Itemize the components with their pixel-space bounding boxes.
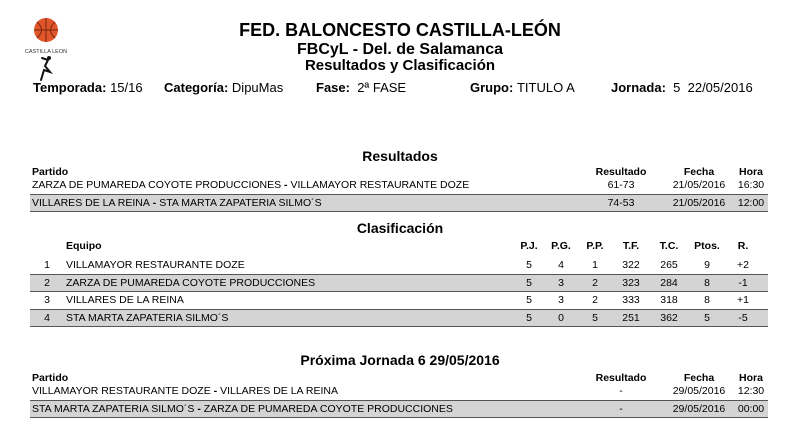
pg: 0	[558, 312, 564, 324]
r: -1	[738, 277, 748, 289]
grupo-label: Grupo:	[470, 80, 514, 95]
col-pp: P.P.	[586, 240, 604, 252]
position: 2	[44, 277, 50, 289]
col-resultado: Resultado	[595, 372, 647, 384]
score: -	[619, 385, 623, 397]
date: 29/05/2016	[672, 385, 726, 397]
separator: -	[149, 197, 160, 209]
jornada-value: 5	[673, 80, 681, 95]
date: 21/05/2016	[672, 197, 726, 209]
table-row	[30, 274, 768, 292]
col-pg: P.G.	[551, 240, 571, 252]
pg: 4	[558, 259, 564, 271]
pg: 3	[558, 294, 564, 306]
away-team: VILLARES DE LA REINA	[220, 385, 338, 397]
col-fecha: Fecha	[683, 372, 715, 384]
col-hora: Hora	[739, 166, 763, 178]
clasificacion-header	[30, 238, 768, 254]
col-partido: Partido	[32, 372, 69, 384]
col-tf: T.F.	[622, 240, 640, 252]
tc: 265	[660, 259, 678, 271]
table-row	[30, 309, 768, 327]
logo-text: CASTILLA LEON	[24, 49, 68, 55]
ptos: 5	[704, 312, 710, 324]
col-fecha: Fecha	[683, 166, 715, 178]
categoria-label: Categoría:	[164, 80, 229, 95]
time: 12:30	[737, 385, 765, 397]
pp: 1	[592, 259, 598, 271]
home-team: VILLARES DE LA REINA	[32, 197, 150, 209]
federation-title: FED. BALONCESTO CASTILLA-LEÓN	[239, 20, 561, 40]
col-r: R.	[737, 240, 749, 252]
r: +1	[737, 294, 749, 306]
pp: 5	[592, 312, 598, 324]
r: +2	[737, 259, 749, 271]
col-tc: T.C.	[659, 240, 679, 252]
ptos: 9	[704, 259, 710, 271]
tf: 323	[622, 277, 640, 289]
time: 12:00	[737, 197, 765, 209]
table-row	[30, 194, 768, 212]
team-name: VILLARES DE LA REINA	[66, 294, 184, 306]
ptos: 8	[704, 277, 710, 289]
col-ptos: Ptos.	[694, 240, 720, 252]
date: 29/05/2016	[672, 403, 726, 415]
col-equipo: Equipo	[66, 240, 102, 252]
resultados-title: Resultados	[362, 148, 438, 164]
separator: -	[281, 179, 291, 191]
pg: 3	[558, 277, 564, 289]
position: 4	[44, 312, 50, 324]
meta-line	[33, 80, 773, 98]
team-name: STA MARTA ZAPATERIA SILMO´S	[66, 312, 229, 324]
delegation-title: FBCyL - Del. de Salamanca	[297, 41, 503, 58]
tf: 333	[622, 294, 640, 306]
col-resultado: Resultado	[595, 166, 647, 178]
col-hora: Hora	[739, 372, 763, 384]
separator: -	[210, 385, 221, 397]
pp: 2	[592, 277, 598, 289]
score: -	[619, 403, 623, 415]
jornada-date: 22/05/2016	[687, 80, 753, 95]
page-subtitle: Resultados y Clasificación	[304, 57, 496, 74]
tf: 251	[622, 312, 640, 324]
col-partido: Partido	[32, 166, 69, 178]
score: 74-53	[607, 197, 635, 209]
pj: 5	[526, 259, 532, 271]
score: 61-73	[607, 179, 635, 191]
away-team: STA MARTA ZAPATERIA SILMO´S	[159, 197, 322, 209]
date: 21/05/2016	[672, 179, 726, 191]
pj: 5	[526, 277, 532, 289]
away-team: ZARZA DE PUMAREDA COYOTE PRODUCCIONES	[203, 403, 453, 415]
home-team: VILLAMAYOR RESTAURANTE DOZE	[32, 385, 211, 397]
table-row	[30, 177, 768, 193]
tf: 322	[622, 259, 640, 271]
table-row	[30, 383, 768, 399]
col-pj: P.J.	[520, 240, 538, 252]
proxima-title: Próxima Jornada 6 29/05/2016	[300, 352, 500, 368]
tc: 284	[660, 277, 678, 289]
tc: 318	[660, 294, 678, 306]
ptos: 8	[704, 294, 710, 306]
team-name: ZARZA DE PUMAREDA COYOTE PRODUCCIONES	[66, 277, 316, 289]
pp: 2	[592, 294, 598, 306]
position: 3	[44, 294, 50, 306]
table-row	[30, 400, 768, 418]
grupo-value: TITULO A	[516, 80, 575, 95]
temporada-value: 15/16	[110, 80, 143, 95]
r: -5	[738, 312, 748, 324]
fase-value: 2ª FASE	[357, 80, 407, 95]
time: 16:30	[737, 179, 765, 191]
table-row	[30, 257, 768, 273]
home-team: ZARZA DE PUMAREDA COYOTE PRODUCCIONES	[32, 179, 282, 191]
clasificacion-title: Clasificación	[356, 220, 444, 236]
pj: 5	[526, 312, 532, 324]
time: 00:00	[737, 403, 765, 415]
jornada-label: Jornada:	[611, 80, 666, 95]
categoria-value: DipuMas	[231, 80, 284, 95]
temporada-label: Temporada:	[33, 80, 107, 95]
table-row	[30, 292, 768, 308]
position: 1	[44, 259, 50, 271]
away-team: VILLAMAYOR RESTAURANTE DOZE	[290, 179, 470, 191]
team-name: VILLAMAYOR RESTAURANTE DOZE	[66, 259, 245, 271]
separator: -	[194, 403, 204, 415]
pj: 5	[526, 294, 532, 306]
tc: 362	[660, 312, 678, 324]
home-team: STA MARTA ZAPATERIA SILMO´S	[32, 403, 195, 415]
fase-label: Fase:	[316, 80, 350, 95]
